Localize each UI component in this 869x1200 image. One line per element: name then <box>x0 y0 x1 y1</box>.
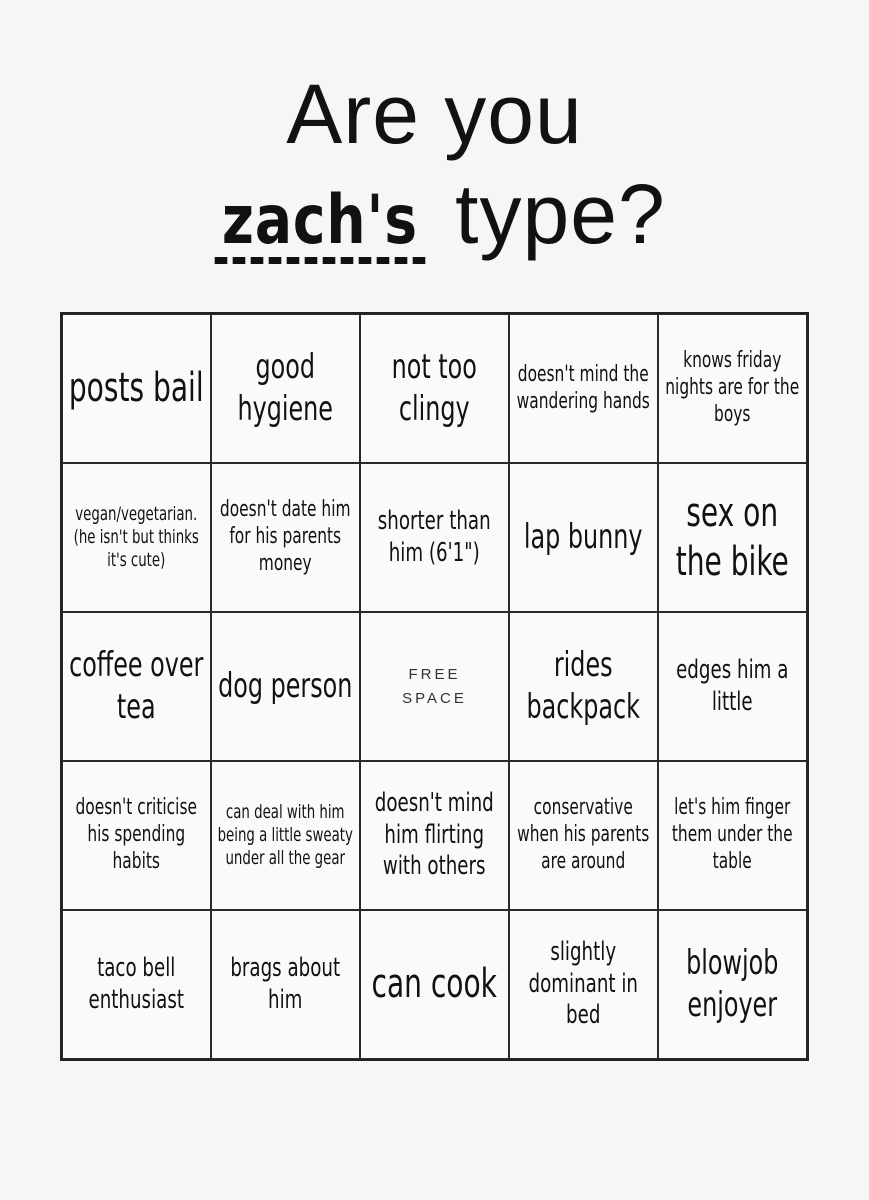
title-line-1: Are you <box>286 67 583 161</box>
bingo-cell-text: doesn't criticise his spending habits <box>75 795 198 874</box>
bingo-cell-text: let's him finger them under the table <box>672 795 793 874</box>
free-space-text: FREE SPACE <box>402 665 467 707</box>
bingo-cell-text: dog person <box>218 665 353 706</box>
bingo-cell-text: posts bail <box>69 365 204 412</box>
bingo-cell-text: blowjob enjoyer <box>686 943 779 1025</box>
bingo-cell-text: can deal with him being a little sweaty under all the gear <box>217 800 354 870</box>
bingo-cell[interactable] <box>62 910 211 1059</box>
bingo-cell-text: sex on the bike <box>675 489 790 585</box>
bingo-cell[interactable] <box>62 761 211 910</box>
bingo-cell-text: shorter than him (6'1") <box>378 505 491 568</box>
bingo-cell[interactable] <box>211 910 360 1059</box>
bingo-cell[interactable] <box>360 463 509 612</box>
bingo-cell[interactable] <box>658 612 807 761</box>
bingo-cell-text: edges him a little <box>676 654 789 717</box>
bingo-cell[interactable] <box>658 910 807 1059</box>
bingo-cell[interactable] <box>509 612 658 761</box>
title-line-2 <box>0 167 869 264</box>
bingo-cell-text: slightly dominant in bed <box>528 936 639 1031</box>
bingo-cell[interactable] <box>360 910 509 1059</box>
bingo-cell-text: coffee over tea <box>69 645 204 727</box>
bingo-cell-text: lap bunny <box>524 516 643 557</box>
bingo-cell[interactable] <box>62 314 211 463</box>
bingo-cell[interactable] <box>509 761 658 910</box>
bingo-cell[interactable] <box>658 761 807 910</box>
bingo-cell[interactable] <box>360 761 509 910</box>
bingo-cell[interactable] <box>658 314 807 463</box>
title-name: zach's <box>215 187 425 264</box>
bingo-cell-text: brags about him <box>230 952 341 1015</box>
bingo-cell[interactable] <box>509 463 658 612</box>
bingo-cell-text: can cook <box>371 961 498 1008</box>
bingo-cell[interactable] <box>62 612 211 761</box>
bingo-cell-text: taco bell enthusiast <box>88 952 185 1015</box>
bingo-cell[interactable] <box>211 761 360 910</box>
bingo-cell-text: doesn't date him for his parents money <box>220 497 351 576</box>
bingo-cell-text: not too clingy <box>391 347 478 429</box>
bingo-cell[interactable] <box>509 910 658 1059</box>
title-suffix: type? <box>455 167 666 261</box>
bingo-cell[interactable] <box>360 314 509 463</box>
bingo-grid <box>60 312 809 1061</box>
bingo-cell-text: rides backpack <box>526 645 641 727</box>
bingo-cell[interactable] <box>211 314 360 463</box>
bingo-cell[interactable] <box>211 612 360 761</box>
bingo-cell[interactable] <box>658 463 807 612</box>
bingo-cell-text: doesn't mind him flirting with others <box>375 787 494 882</box>
free-space-cell[interactable] <box>360 612 509 761</box>
bingo-cell-text: conservative when his parents are around <box>517 795 650 874</box>
bingo-cell-text: good hygiene <box>237 347 334 429</box>
bingo-cell-text: vegan/vegetarian. (he isn't but thinks it's cute) <box>73 502 200 572</box>
bingo-cell-text: doesn't mind the wandering hands <box>516 361 651 414</box>
bingo-cell[interactable] <box>509 314 658 463</box>
bingo-cell[interactable] <box>211 463 360 612</box>
bingo-cell-text: knows friday nights are for the boys <box>665 348 800 427</box>
bingo-cell[interactable] <box>62 463 211 612</box>
